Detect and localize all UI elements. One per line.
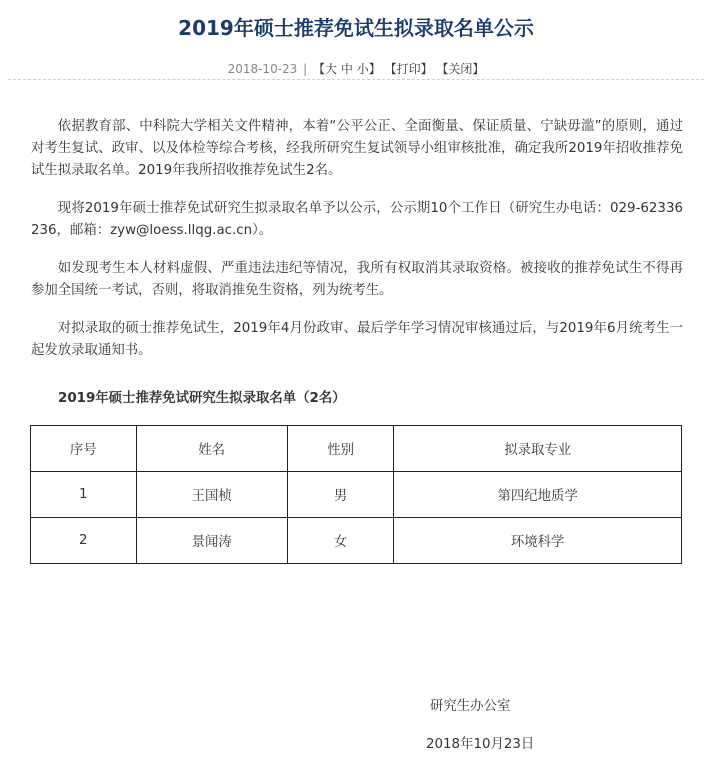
cell-gender: 女	[287, 518, 394, 564]
paragraph-2: 现将2019年硕士推荐免试研究生拟录取名单予以公示，公示期10个工作日（研究生办电话：029-62336236，邮箱：zyw@loess.llqg.ac.cn）。	[31, 201, 683, 238]
cell-index: 1	[31, 472, 137, 518]
cell-major: 第四纪地质学	[394, 472, 682, 518]
cell-gender: 男	[287, 472, 394, 518]
table-row	[31, 472, 682, 518]
header-major: 拟录取专业	[394, 426, 682, 472]
cell-index: 2	[31, 518, 137, 564]
page-title: 2019年硕士推荐免试生拟录取名单公示	[178, 16, 534, 40]
font-size-bracket-close: 】	[368, 62, 381, 76]
header-divider	[8, 79, 704, 80]
meta-separator: |	[303, 62, 308, 76]
article-body	[31, 116, 683, 378]
cell-name: 景闻涛	[136, 518, 287, 564]
table-row	[31, 518, 682, 564]
font-size-bracket-open: 【	[313, 62, 326, 76]
header-name: 姓名	[136, 426, 287, 472]
admission-table	[30, 425, 682, 564]
font-size-large-link[interactable]: 大	[325, 62, 338, 76]
close-link[interactable]: 【关闭】	[436, 62, 485, 76]
article-meta	[0, 61, 712, 77]
cell-name: 王国桢	[136, 472, 287, 518]
list-title: 2019年硕士推荐免试研究生拟录取名单（2名）	[58, 391, 346, 406]
cell-major: 环境科学	[394, 518, 682, 564]
publish-date: 2018-10-23	[227, 62, 298, 76]
font-size-medium-link[interactable]: 中	[340, 62, 353, 76]
header-index: 序号	[31, 426, 137, 472]
font-size-small-link[interactable]: 小	[356, 62, 369, 76]
signature-date: 2018年10月23日	[426, 737, 535, 752]
table-header-row	[31, 426, 682, 472]
signature-office: 研究生办公室	[430, 699, 511, 714]
paragraph-3: 如发现考生本人材料虚假、严重违法违纪等情况，我所有权取消其录取资格。被接收的推荐免试生不得再参加全国统一考试，否则，将取消推免生资格，列为统考生。	[31, 261, 683, 298]
paragraph-4: 对拟录取的硕士推荐免试生，2019年4月份政审、最后学年学习情况审核通过后，与2019年6月统考生一起发放录取通知书。	[31, 321, 683, 358]
header-gender: 性别	[287, 426, 394, 472]
paragraph-1: 依据教育部、中科院大学相关文件精神，本着“公平公正、全面衡量、保证质量、宁缺毋滥”的原则，通过对考生复试、政审、以及体检等综合考核，经我所研究生复试领导小组审核批准，确定我所2019年招收推荐免试生拟录取名单。2019年我所招收推荐免试生2名。	[31, 119, 683, 178]
print-link[interactable]: 【打印】	[384, 62, 433, 76]
